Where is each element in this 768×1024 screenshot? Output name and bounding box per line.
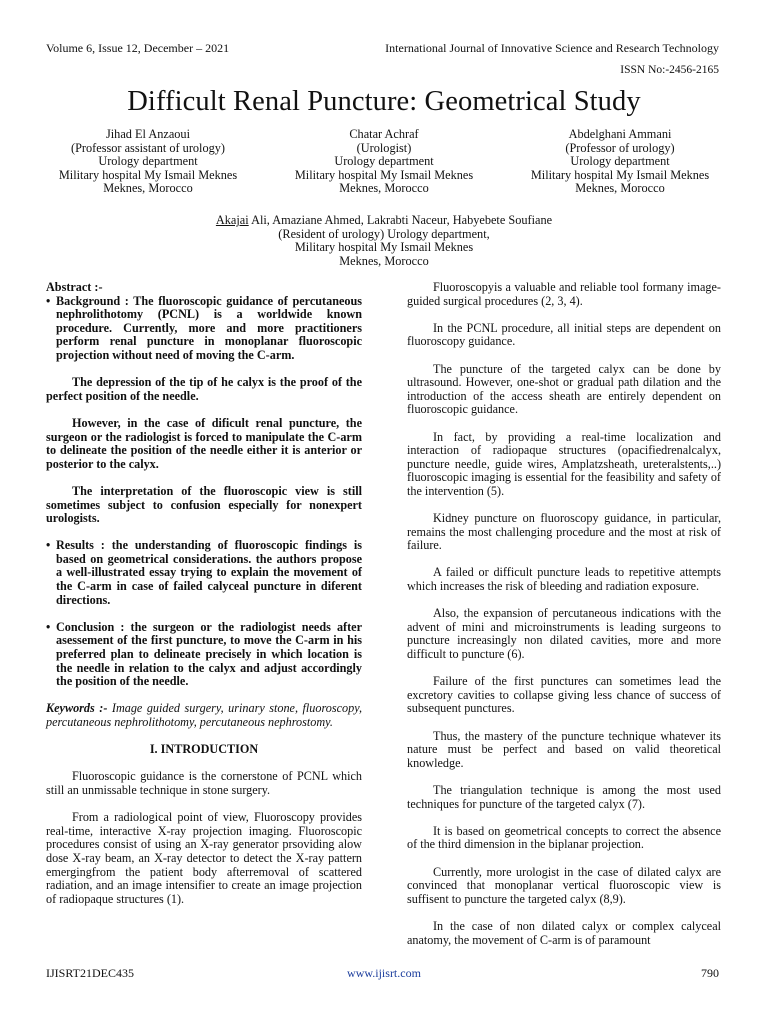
abstract-paragraph: The interpretation of the fluoroscopic view is still sometimes subject to confusion especially for nonexpert urologists. <box>46 483 362 526</box>
bullet-icon: • <box>46 619 51 634</box>
bullet-icon: • <box>46 293 51 308</box>
results-text: Results : the understanding of fluoroscopic findings is based on geometrical considerations. the authors propose a well-illustrated essay trying to explain the movement of the C-arm in case of failed calyceal puncture in diferent directions. <box>56 538 362 607</box>
keywords-label: Keywords :- <box>46 701 108 716</box>
page-number: 790 <box>701 966 719 980</box>
author-block <box>30 128 266 196</box>
author-hospital: Military hospital My Ismail Meknes <box>530 167 710 182</box>
body-paragraph: Fluoroscopyis a valuable and reliable tool formany image-guided surgical procedures (2, 3, 4). <box>407 280 721 308</box>
right-column <box>407 281 721 947</box>
author-block <box>266 128 502 196</box>
abstract-background <box>46 295 362 363</box>
conclusion-text: Conclusion : the surgeon or the radiologist needs after asessement of the first puncture, to move the C-arm in his preferred plan to delineate precisely in which location is the needle in relation to the calyx and adjust accordingly the position of the needle. <box>56 619 362 689</box>
abstract-paragraph: The depression of the tip of he calyx is the proof of the perfect position of the needle. <box>46 375 362 403</box>
abstract-conclusion <box>46 621 362 689</box>
author-hospital: Military hospital My Ismail Meknes <box>294 167 474 182</box>
resident-city: Meknes, Morocco <box>339 253 429 268</box>
author-city: Meknes, Morocco <box>103 181 193 196</box>
abstract-results <box>46 539 362 607</box>
journal-url-link[interactable]: www.ijisrt.com <box>347 966 421 980</box>
section-heading: I. INTRODUCTION <box>149 742 259 757</box>
resident-other-names: Ali, Amaziane Ahmed, Lakrabti Naceur, Habyebete Soufiane <box>248 213 553 227</box>
body-paragraph: It is based on geometrical concepts to correct the absence of the third dimension in the biplanar projection. <box>407 823 721 852</box>
author-city: Meknes, Morocco <box>339 181 429 196</box>
intro-paragraph: From a radiological point of view, Fluoroscopy provides real-time, interactive X-ray projection imaging. Fluoroscopic procedures consist of using an X-ray generator prsoviding alow dose X-ray beam, an X-ray detector to detect the X-ray pattern emergingfrom the patient body afterremoval of scattered radiation, and an image intensifier to create an image projection of radiopaque structures (1). <box>46 810 362 906</box>
resident-role: (Resident of urology) Urology department, <box>278 226 490 241</box>
body-paragraph: Thus, the mastery of the puncture technique whatever its nature must be perfect and based on valid theoretical knowledge. <box>407 728 721 770</box>
author-name: Abdelghani Ammani <box>568 127 672 141</box>
author-dept: Urology department <box>98 154 198 169</box>
body-paragraph: The puncture of the targeted calyx can be done by ultrasound. However, one-shot or gradual path dilation and the introduction of the access sheath are entirely dependent on fluoroscopic guidance. <box>407 361 721 417</box>
author-block <box>502 128 738 196</box>
volume-info: Volume 6, Issue 12, December – 2021 <box>46 41 230 55</box>
body-paragraph: Currently, more urologist in the case of dilated calyx are convinced that monoplanar vertical fluoroscopic view is suffisent to puncture the targeted calyx (8,9). <box>407 864 721 906</box>
paper-title: Difficult Renal Puncture: Geometrical Study <box>127 86 641 117</box>
author-role: (Professor assistant of urology) <box>70 140 226 155</box>
resident-authors <box>0 214 768 268</box>
body-paragraph: In the PCNL procedure, all initial steps are dependent on fluoroscopy guidance. <box>407 320 721 349</box>
author-role: (Urologist) <box>356 140 412 155</box>
left-column <box>46 281 362 906</box>
bullet-icon: • <box>46 538 51 553</box>
body-paragraph: In fact, by providing a real-time localization and interaction of radiopaque structures (opacifiedrenalcalyx, puncture needle, guide wires, Amplatzsheath, ureteralstents,..) fluoroscopic imaging is essential for the feasibility and safety of the intervention (5). <box>407 429 721 498</box>
resident-names <box>0 214 768 228</box>
issn: ISSN No:-2456-2165 <box>620 64 719 76</box>
resident-hospital: Military hospital My Ismail Meknes <box>294 240 474 255</box>
body-paragraph: Failure of the first punctures can sometimes lead the excretory cavities to collapse giving less chance of success of subsequent punctures. <box>407 674 721 716</box>
body-paragraph: Kidney puncture on fluoroscopy guidance, in particular, remains the most challenging procedure and the most at risk of failure. <box>407 511 721 553</box>
body-paragraph: In the case of non dilated calyx or complex calyceal anatomy, the movement of C-arm is of paramount <box>407 918 721 947</box>
journal-name: International Journal of Innovative Science and Research Technology <box>385 41 719 55</box>
paper-id: IJISRT21DEC435 <box>46 966 134 980</box>
background-text: Background : The fluoroscopic guidance of percutaneous nephrolithotomy (PCNL) is a worldwide known procedure. Currently, more and more practitioners perform renal puncture in monoplanar fluoroscopic projection without need of moving the C-arm. <box>56 293 362 362</box>
resident-first-name: Akajai <box>215 213 249 227</box>
author-city: Meknes, Morocco <box>575 181 665 196</box>
body-paragraph: The triangulation technique is among the most used techniques for puncture of the targeted calyx (7). <box>407 782 721 811</box>
author-hospital: Military hospital My Ismail Meknes <box>58 167 238 182</box>
author-role: (Professor of urology) <box>565 140 675 155</box>
body-paragraph: Also, the expansion of percutaneous indications with the advent of mini and microinstruments is leading surgeons to puncture increasingly non dilated cavities, more and more difficult to puncture (6). <box>407 606 721 662</box>
author-list <box>30 128 738 196</box>
keywords-text: Image guided surgery, urinary stone, fluoroscopy, percutaneous nephrolithotomy, percutaneous nephrostomy. <box>46 701 362 729</box>
author-dept: Urology department <box>334 154 434 169</box>
author-name: Jihad El Anzaoui <box>105 127 190 141</box>
intro-paragraph: Fluoroscopic guidance is the cornerstone of PCNL which still an unmissable technique in stone surgery. <box>46 769 362 797</box>
abstract-label: Abstract :- <box>46 280 103 294</box>
author-dept: Urology department <box>570 154 670 169</box>
author-name: Chatar Achraf <box>349 127 419 141</box>
keywords <box>46 702 362 729</box>
abstract-paragraph: However, in the case of dificult renal puncture, the surgeon or the radiologist is forced to manipulate the C-arm to delineate the position of the needle either it is anterior or posterior to the calyx. <box>46 415 362 471</box>
body-paragraph: A failed or difficult puncture leads to repetitive attempts which increases the risk of bleeding and radiation exposure. <box>407 565 721 594</box>
